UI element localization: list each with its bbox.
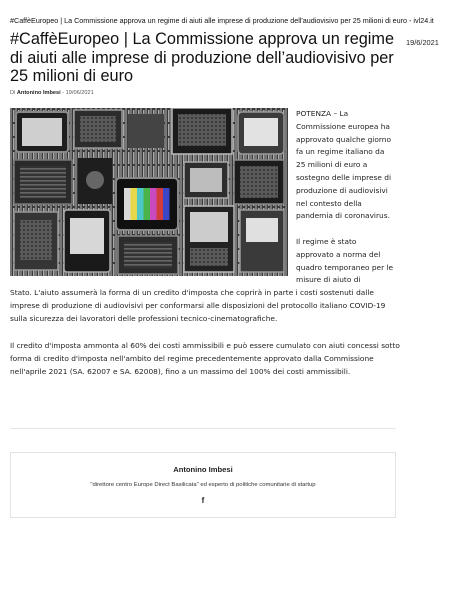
print-date: 19/6/2021 bbox=[406, 38, 439, 47]
page-header-title: #CaffèEuropeo | La Commissione approva un regime di aiuti alle imprese di produzione dell'audiovisivo per 25 milioni di euro - ivl24.it bbox=[10, 16, 434, 25]
author-link[interactable]: Antonino Imbesi bbox=[16, 90, 61, 96]
author-box-name[interactable]: Antonino Imbesi bbox=[173, 465, 233, 474]
vintage-tv-wall-image bbox=[10, 108, 288, 276]
byline-prefix: Di bbox=[10, 90, 16, 96]
article-title: #CaffèEuropeo | La Commissione approva un regime di aiuti alle imprese di produzione dell’audiovisivo per 25 milioni di euro bbox=[10, 30, 395, 85]
content-divider bbox=[10, 428, 396, 429]
byline bbox=[10, 90, 94, 96]
article-paragraph-2-side: Il regime è stato approvato a norma del quadro temporaneo per le misure di aiuto di bbox=[296, 237, 394, 285]
article-paragraph-1 bbox=[296, 108, 396, 223]
dateline: POTENZA – bbox=[296, 109, 338, 118]
article-paragraph-2-wide: Stato. L'aiuto assumerà la forma di un credito d'imposta che coprirà in parte i costi sostenuti dalle imprese di produzione di audiovisivi per conformarsi alle disposizioni del protocollo italiano COVID-19 sulla sicurezza dei lavoratori delle professioni tecnico-cinematografiche. bbox=[10, 288, 386, 323]
article-paragraph-1-text: La Commissione europea ha approvato qualche giorno fa un regime italiano da 25 milioni di euro a sostegno delle imprese di produzione di audiovisivi nel contesto della pandemia di coronavirus. bbox=[296, 109, 392, 221]
article-paragraph-3: Il credito d'imposta ammonta al 60% dei costi ammissibili e può essere cumulato con aiuti concessi sotto forma di credito d'imposta nell'ambito del regime precedentemente approvato dalla Commissione nell'aprile 2021 (SA. 62007 e SA. 62008), fino a un massimo del 100% dei costi ammissibili. bbox=[10, 341, 400, 376]
author-box-bio: "direttore centro Europe Direct Basilicata" ed esperto di politiche comunitarie di startup bbox=[90, 482, 316, 488]
byline-separator: - bbox=[62, 90, 65, 96]
facebook-icon[interactable]: f bbox=[201, 496, 205, 505]
author-box bbox=[10, 452, 396, 518]
article-image bbox=[10, 108, 288, 276]
article-date: 19/06/2021 bbox=[65, 90, 94, 96]
